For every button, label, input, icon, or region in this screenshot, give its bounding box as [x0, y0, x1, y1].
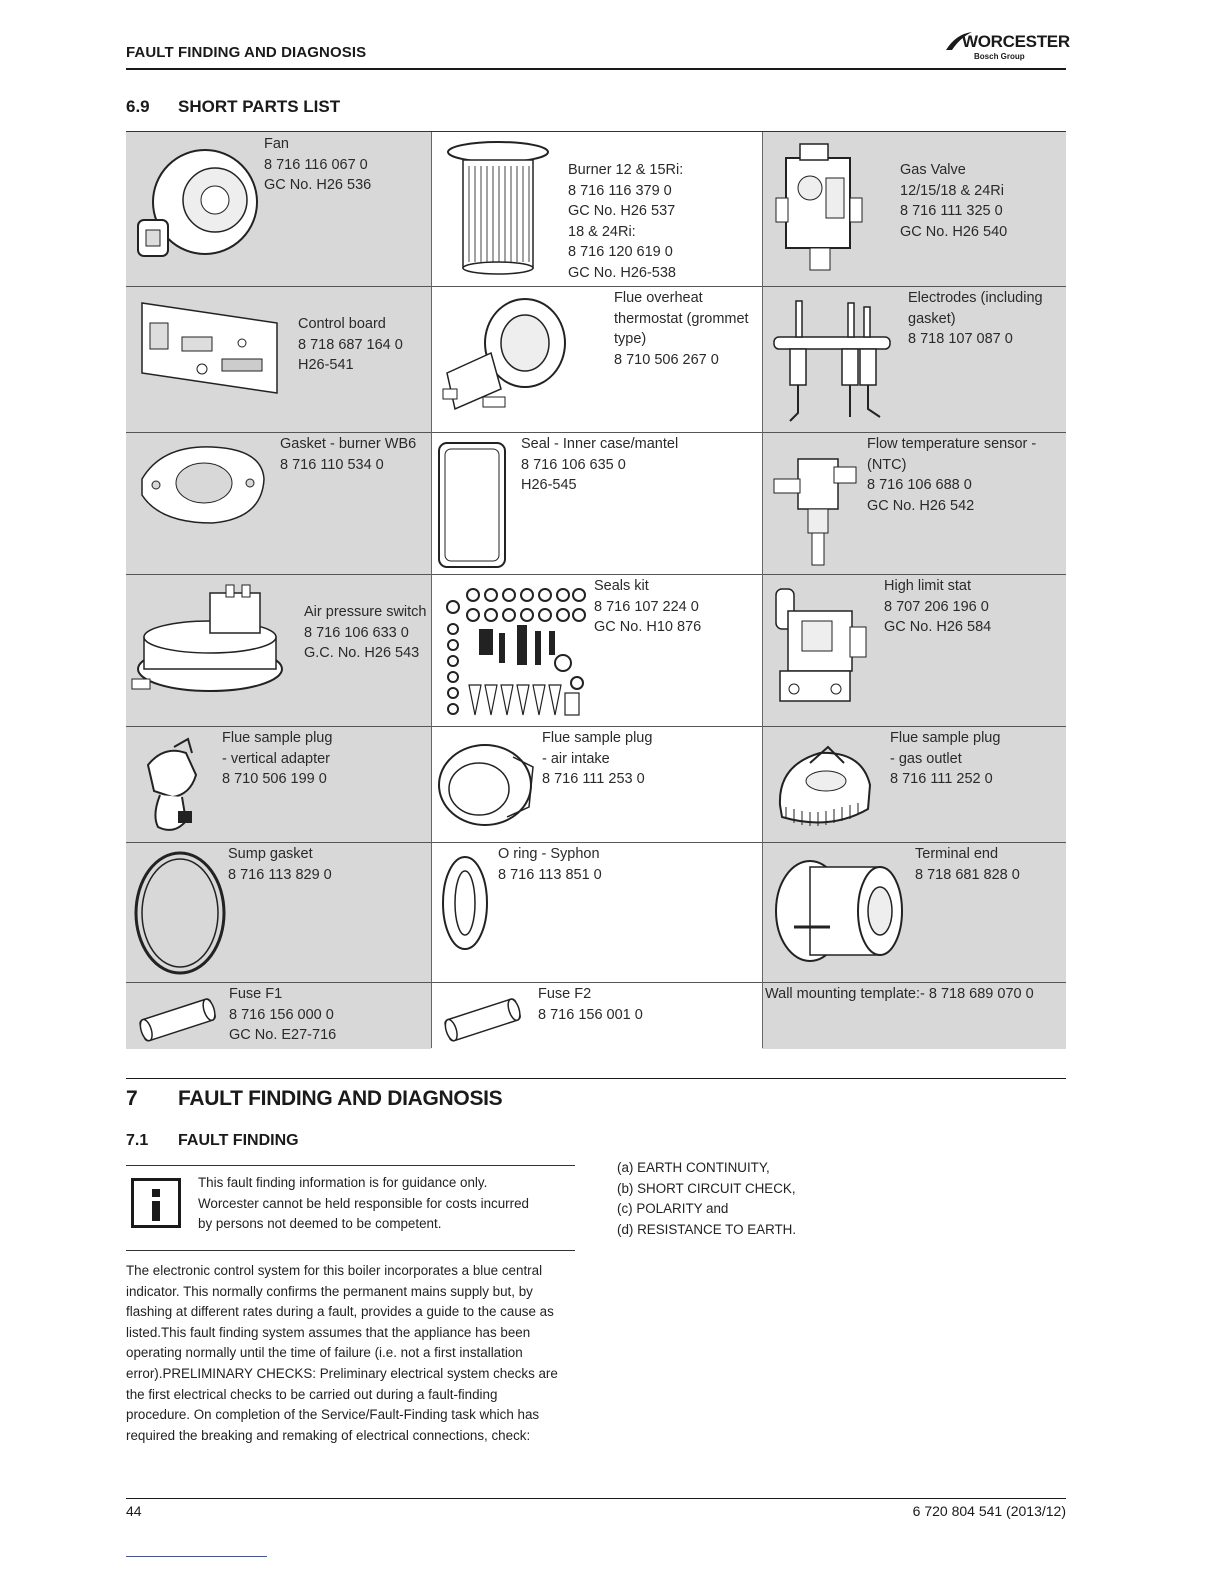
short-parts-table — [126, 131, 1066, 1049]
table-row — [126, 286, 1066, 433]
terminal-end-illustration — [770, 851, 910, 971]
header-rule — [126, 68, 1066, 70]
fuse-f1-illustration — [132, 993, 222, 1043]
part-text-flue-plug-air: Flue sample plug - air intake 8 716 111 253 0 — [542, 730, 653, 787]
part-cell-flow-sensor — [762, 433, 1066, 575]
section-7-1-title: FAULT FINDING — [178, 1132, 299, 1149]
part-text-fuse-f2: Fuse F2 8 716 156 001 0 — [538, 986, 643, 1023]
part-cell-fuse-f1 — [126, 983, 431, 1049]
part-cell-terminal-end — [762, 843, 1066, 983]
worcester-logo — [944, 24, 1068, 64]
part-text-seals-kit: Seals kit 8 716 107 224 0 GC No. H10 876 — [594, 578, 702, 635]
list-item: (c) POLARITY and — [617, 1201, 729, 1217]
part-text-fan: Fan 8 716 116 067 0 GC No. H26 536 — [264, 136, 372, 193]
footer-link-underline — [126, 1556, 267, 1557]
part-text-fuse-f1: Fuse F1 8 716 156 000 0 GC No. E27-716 — [229, 986, 337, 1043]
list-item: (d) RESISTANCE TO EARTH. — [617, 1221, 797, 1237]
section-7-1-number: 7.1 — [126, 1132, 149, 1149]
air-pressure-switch-illustration — [130, 583, 300, 713]
page-number: 44 — [126, 1503, 142, 1519]
part-text-flue-plug-gas: Flue sample plug - gas outlet 8 716 111 252 0 — [890, 730, 1001, 787]
list-item: (b) SHORT CIRCUIT CHECK, — [617, 1180, 796, 1196]
seals-kit-illustration — [439, 585, 589, 721]
section-6-9-title: SHORT PARTS LIST — [178, 97, 341, 116]
table-row — [126, 982, 1066, 1049]
part-text-control-board: Control board 8 718 687 164 0 H26-541 — [298, 316, 403, 373]
part-text-seal-inner-case: Seal - Inner case/mantel 8 716 106 635 0 H26-545 — [521, 436, 679, 493]
part-cell-fan — [126, 132, 431, 286]
logo-name: WORCESTER — [962, 32, 1070, 51]
control-board-illustration — [132, 293, 282, 403]
part-cell-gas-valve — [762, 132, 1066, 286]
part-cell-control-board — [126, 287, 431, 433]
electrodes-illustration — [768, 293, 898, 428]
flue-plug-vertical-illustration — [134, 735, 214, 835]
section-7-number: 7 — [126, 1087, 138, 1110]
o-ring-syphon-illustration — [435, 849, 495, 959]
part-text-wall-template: Wall mounting template:- 8 718 689 070 0 — [765, 986, 1034, 1002]
part-text-high-limit-stat: High limit stat 8 707 206 196 0 GC No. H26 584 — [884, 578, 992, 635]
seal-inner-case-illustration — [433, 437, 513, 573]
part-text-gas-valve: Gas Valve 12/15/18 & 24Ri 8 716 111 325 0 GC No. H26 540 — [900, 162, 1008, 240]
part-cell-flue-plug-air — [431, 727, 762, 843]
high-limit-stat-illustration — [766, 581, 876, 721]
part-text-flue-plug-vertical: Flue sample plug - vertical adapter 8 710 506 199 0 — [222, 730, 333, 787]
body-paragraph: The electronic control system for this boiler incorporates a blue central indicator. This normally confirms the permanent mains supply but, by flashing at different rates during a fault, provides a guide to the cause as listed.This fault finding system assumes that the appliance has been operating normally until the time of failure (i.e. not a first installation error).PRELIMINARY CHECKS: Preliminary electrical system checks are the first electrical checks to be carried out during a fault-finding procedure. On completion of the Service/Fault-Finding task which has required the breaking and remaking of electrical connections, check: — [126, 1263, 558, 1443]
part-text-flue-thermostat: Flue overheat thermostat (grommet type) 8 710 506 267 0 — [614, 290, 749, 368]
part-text-electrodes: Electrodes (including gasket) 8 718 107 087 0 — [908, 290, 1043, 347]
sump-gasket-illustration — [130, 847, 230, 977]
part-text-air-pressure-switch: Air pressure switch 8 716 106 633 0 G.C. No. H26 543 — [304, 604, 427, 661]
flue-thermostat-illustration — [435, 293, 575, 423]
column-divider — [431, 132, 432, 1048]
part-text-o-ring-syphon: O ring - Syphon 8 716 113 851 0 — [498, 846, 602, 883]
footer-rule — [126, 1498, 1066, 1499]
logo-sub: Bosch Group — [974, 52, 1025, 61]
header-title: FAULT FINDING AND DIAGNOSIS — [126, 44, 367, 61]
part-cell-sump-gasket — [126, 843, 431, 983]
column-divider — [762, 132, 763, 1048]
flue-plug-gas-illustration — [770, 735, 880, 835]
part-text-gasket-burner: Gasket - burner WB6 8 716 110 534 0 — [280, 436, 417, 473]
part-text-sump-gasket: Sump gasket 8 716 113 829 0 — [228, 846, 332, 883]
list-item: (a) EARTH CONTINUITY, — [617, 1160, 770, 1175]
table-row — [126, 726, 1066, 843]
part-cell-seals-kit — [431, 575, 762, 727]
part-text-flow-sensor: Flow temperature sensor - (NTC) 8 716 106 688 0 GC No. H26 542 — [867, 436, 1037, 514]
part-cell-gasket-burner — [126, 433, 431, 575]
table-row — [126, 842, 1066, 983]
info-note-box — [126, 1165, 575, 1251]
table-row — [126, 574, 1066, 727]
part-cell-high-limit-stat — [762, 575, 1066, 727]
part-cell-o-ring-syphon — [431, 843, 762, 983]
table-row — [126, 432, 1066, 575]
document-reference: 6 720 804 541 (2013/12) — [912, 1503, 1066, 1519]
part-cell-fuse-f2 — [431, 983, 762, 1049]
flow-sensor-illustration — [768, 439, 868, 569]
part-cell-flue-plug-gas — [762, 727, 1066, 843]
part-cell-flue-thermostat — [431, 287, 762, 433]
info-icon — [131, 1178, 181, 1228]
part-cell-flue-plug-vertical — [126, 727, 431, 843]
fan-illustration — [130, 140, 260, 270]
section-7-title: FAULT FINDING AND DIAGNOSIS — [178, 1087, 503, 1110]
part-text-terminal-end: Terminal end 8 718 681 828 0 — [915, 846, 1020, 883]
section-7-rule — [126, 1078, 1066, 1079]
checks-list — [617, 1158, 796, 1240]
part-cell-wall-template — [762, 983, 1066, 1049]
gasket-burner-illustration — [132, 439, 272, 529]
fuse-f2-illustration — [437, 993, 527, 1043]
part-text-burner: Burner 12 & 15Ri: 8 716 116 379 0 GC No. H26 537 18 & 24Ri: 8 716 120 619 0 GC No. H26-538 — [568, 162, 684, 281]
section-6-9-number: 6.9 — [126, 97, 150, 116]
gas-valve-illustration — [770, 138, 870, 278]
part-cell-electrodes — [762, 287, 1066, 433]
part-cell-air-pressure-switch — [126, 575, 431, 727]
part-cell-seal-inner-case — [431, 433, 762, 575]
info-note-text: This fault finding information is for guidance only. Worcester cannot be held responsible for costs incurred by persons not deemed to be competent. — [198, 1175, 529, 1232]
burner-illustration — [443, 138, 553, 278]
flue-plug-air-illustration — [433, 733, 543, 833]
part-cell-burner — [431, 132, 762, 286]
table-row — [126, 132, 1066, 286]
